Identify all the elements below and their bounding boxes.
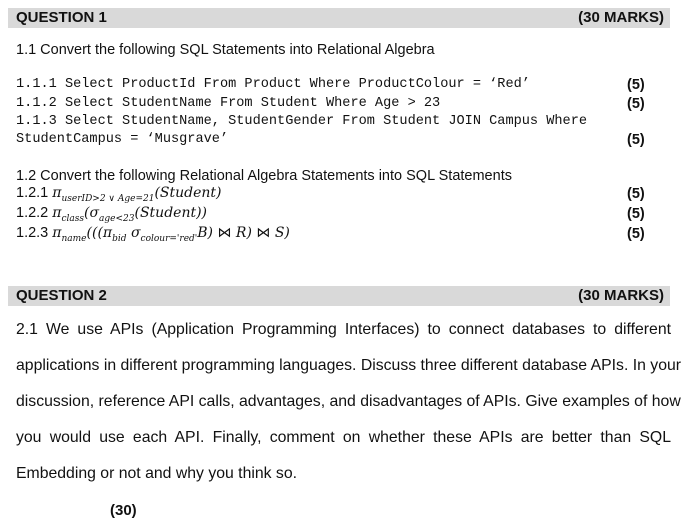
sql-item-3-line-1: 1.1.3 Select StudentName, StudentGender From Student JOIN Campus Where [16,114,588,129]
ra-item-2-mark: (5) [627,206,645,222]
sql-item-2: 1.1.2 Select StudentName From Student Where Age > 23 [16,96,441,111]
question-1-header [8,8,670,28]
question-2-line-5: Embedding or not and why you think so. [16,465,298,482]
ra-item-3-mark: (5) [627,226,645,242]
question-2-title: QUESTION 2 [16,287,107,304]
question-2-total-marks: (30) [110,502,137,519]
sql-item-3-line-2: StudentCampus = ‘Musgrave’ [16,132,229,147]
ra-item-3-number: 1.2.3 [16,225,49,241]
section-1-1-heading: 1.1 Convert the following SQL Statements into Relational Algebra [16,42,435,58]
question-2-body [16,312,682,492]
ra-item-1-number: 1.2.1 [16,185,49,201]
sql-item-3-mark: (5) [627,132,645,148]
sql-item-1-mark: (5) [627,77,645,93]
question-2-header [8,286,670,306]
question-2-marks: (30 MARKS) [578,287,664,304]
question-2-line-3: discussion, reference API calls, advantages, and disadvantages of APIs. Give examples of how [16,393,681,410]
sql-item-1: 1.1.1 Select ProductId From Product Where ProductColour = ‘Red’ [16,77,530,92]
question-2-line-2: applications in different programming languages. Discuss three different database APIs. In your [16,357,682,374]
ra-item-1-mark: (5) [627,186,645,202]
ra-expression-1: $\pi_{userID>2 \vee Age=21}(Student)$ [52,185,222,204]
ra-expression-3: $\pi_{name}(((\pi_{bid}$ $\sigma_{colour='red'}B$) ⋈ R) ⋈ S) [52,225,290,244]
ra-item-2-number: 1.2.2 [16,205,49,221]
ra-item-1 [16,185,222,204]
ra-item-2 [16,205,207,224]
ra-expression-2: $\pi_{class}(\sigma_{age<23}(Student))$ [52,205,208,224]
sql-item-2-mark: (5) [627,96,645,112]
question-1-title: QUESTION 1 [16,9,107,26]
section-1-2-heading: 1.2 Convert the following Relational Algebra Statements into SQL Statements [16,168,512,184]
question-1-marks: (30 MARKS) [578,9,664,26]
question-2-line-4: you would use each API. Finally, comment on whether these APIs are better than SQL [16,429,671,446]
ra-item-3 [16,225,290,244]
question-2-line-1: 2.1 We use APIs (Application Programming Interfaces) to connect databases to different [16,321,671,338]
